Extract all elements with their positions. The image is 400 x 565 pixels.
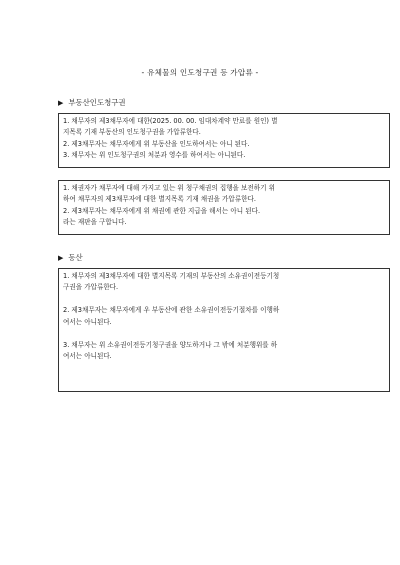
order-line: 3. 채무자는 위 소유권이전등기청구권을 양도하거나 그 밖에 처분행위를 하 [63, 340, 278, 349]
order-line: 1. 채무자의 제3채무자에 대한 별지목록 기재의 부동산의 소유권이전등기청 [63, 272, 280, 280]
order-line: 여서는 아니된다. [63, 317, 112, 326]
order-line: 구권을 가압류한다. [63, 283, 119, 292]
order-line: 2. 제3채무자는 채무자에게 위 채권에 관한 지급을 해서는 아니 된다. [63, 206, 261, 215]
triangle-marker-icon: ▶ [58, 254, 64, 262]
claim-order-box [58, 180, 390, 235]
order-line: 하여 채무자의 제3채무자에 대한 별지목록 기재 채권을 가압류한다. [63, 195, 256, 204]
closing-line: 라는 재판을 구합니다. [63, 218, 127, 227]
order-line: 여서는 아니된다. [63, 352, 112, 361]
order-line: 지목록 기재 부동산의 인도청구권을 가압류한다. [63, 128, 201, 137]
order-line: 2. 제3채무자는 채무자에게 우 부동산에 관한 소유권이전등기절차를 이행하 [63, 306, 280, 315]
real-estate-order-box [58, 113, 390, 168]
movable-order-box [58, 268, 390, 392]
order-line: 3. 채무자는 위 인도청구권의 처분과 영수를 하여서는 아니된다. [63, 151, 246, 160]
section-heading-real-estate [58, 97, 126, 108]
section-heading-text: 부동산인도청구권 [68, 98, 126, 107]
section-heading-text: 동산 [68, 253, 83, 262]
triangle-marker-icon: ▶ [58, 99, 64, 107]
order-line: 1. 채무자의 제3채무자에 대한(2025. 00. 00. 임대차계약 만료를 원인) 별 [63, 117, 278, 125]
section-heading-movable [58, 252, 83, 263]
order-line: 2. 제3채무자는 채무자에게 위 부동산을 인도하여서는 아니 된다. [63, 139, 250, 148]
page-title: - 유체물의 인도청구권 등 가압류 - [141, 68, 259, 77]
order-line: 1. 채권자가 채무자에 대해 가지고 있는 위 청구채권의 집행을 보전하기 위 [63, 184, 275, 192]
